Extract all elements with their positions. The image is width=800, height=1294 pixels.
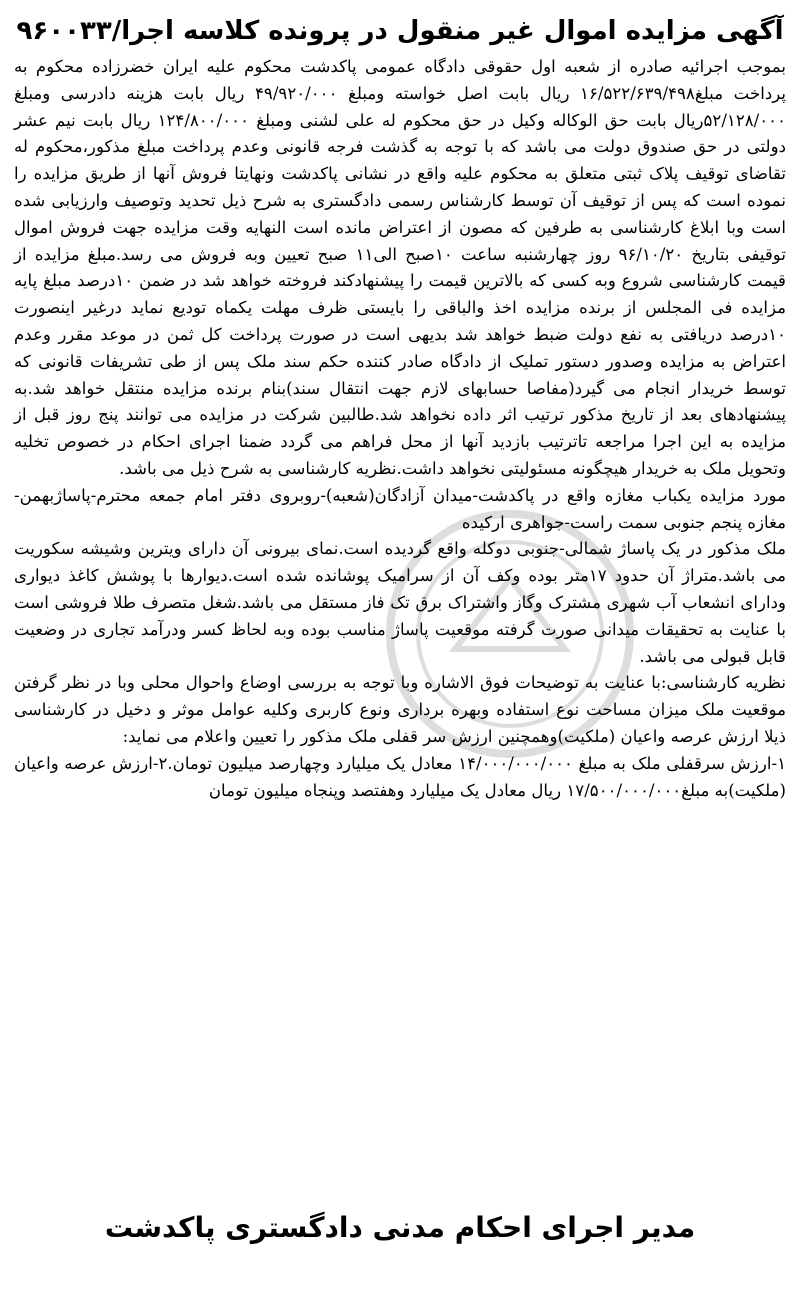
valuation-paragraph: ۱-ارزش سرقفلی ملک به مبلغ ۱۴/۰۰۰/۰۰۰/۰۰۰ معادل یک میلیارد وچهارصد میلیون تومان.۲-ارزش عرصه واعیان (ملکیت)به مبلغ۱۷/۵۰۰/۰۰۰/۰۰۰ ریال معادل یک میلیارد وهفتصد وپنجاه میلیون تومان — [14, 753, 786, 800]
auction-item-paragraph: مورد مزایده یکباب مغازه واقع در پاکدشت-میدان آزادگان(شعبه)-روبروی دفتر امام جمعه محترم-پاساژبهمن-مغازه پنجم جنوبی سمت راست-جواهری ارکیده — [14, 485, 786, 532]
notice-page — [0, 14, 800, 1294]
notice-body — [12, 54, 788, 804]
property-description-paragraph: ملک مذکور در یک پاساژ شمالی-جنوبی دوکله واقع گردیده است.نمای بیرونی آن دارای ویترین وشیشه سکوریت می باشد.متراژ آن حدود ۱۷متر بوده وکف آن از سرامیک پوشانده شده است.دیوارها با پوشش کاغذ دیواری ودارای انشعاب آب شهری مشترک وگاز واشتراک برق تک فاز مستقل می باشد.شغل متصرف طلا فروشی است با عنایت به تحقیقات میدانی صورت گرفته موقعیت پاساژ مناسب بوده وبه لحاظ کسر ودرآمد تجاری در وضعیت قابل قبولی می باشد. — [14, 539, 786, 666]
execution-paragraph: بموجب اجرائیه صادره از شعبه اول حقوقی دادگاه عمومی پاکدشت محکوم علیه ایران خضرزاده محکوم به پرداخت مبلغ۱۶/۵۲۲/۶۳۹/۴۹۸ ریال بابت اصل خواسته ومبلغ ۴۹/۹۲۰/۰۰۰ ریال بابت هزینه دادرسی ومبلغ ۵۲/۱۲۸/۰۰۰ریال بابت حق الوکاله وکیل در حق محکوم له علی لشنی ومبلغ ۱۲۴/۸۰۰/۰۰۰ ریال بابت نیم عشر دولتی در حق صندوق دولت می باشد که با توجه به گذشت فرجه قانونی وعدم پرداخت مبلغ مذکور،محکوم له تقاضای توقیف پلاک ثبتی متعلق به محکوم علیه واقع در نشانی پاکدشت ونهایتا فروش آنها از طریق مزایده را نموده است که پس از توقیف آن توسط کارشناس رسمی دادگستری به شرح ذیل تحدید وتوصیف وارزیابی شده است وبا ابلاغ کارشناسی به طرفین که مصون از اعتراض مانده است النهایه وقت مزایده جهت فروش اموال توقیفی بتاریخ ۹۶/۱۰/۲۰ روز چهارشنبه ساعت ۱۰صبح الی۱۱ صبح تعیین وبه فروش می رسد.مبلغ مزایده از قیمت کارشناسی شروع وبه کسی که بالاترین قیمت را پیشنهادکند فروخته خواهد شد در ضمن ۱۰درصد مبلغ پایه مزایده فی المجلس از برنده مزایده اخذ والباقی را بایستی ظرف مهلت یکماه تودیع نماید درغیر اینصورت ۱۰درصد دریافتی به نفع دولت ضبط خواهد شد بدیهی است در صورت پرداخت کل ثمن در موعد مقرر وعدم اعتراض به مزایده وصدور دستور تملیک از دادگاه صادر کننده حکم سند ملک پس از طی تشریفات قانونی که توسط خریدار انجام می گیرد(مفاصا حسابهای لازم جهت انتقال سند)بنام برنده مزایده منتقل خواهد شد.به پیشنهادهای بعد از تاریخ مذکور ترتیب اثر داده نخواهد شد.طالبین شرکت در مزایده می توانند پنج روز قبل از مزایده به این اجرا مراجعه تاترتیب بازدید آنها از محل فراهم می گردد ضمنا اجرای احکام در خصوص تخلیه وتحویل ملک به خریدار هیچگونه مسئولیتی نخواهد داشت.نظریه کارشناسی به شرح ذیل می باشد. — [14, 57, 786, 478]
expert-opinion-paragraph: نظریه کارشناسی:با عنایت به توضیحات فوق الاشاره وبا توجه به بررسی اوضاع واحوال محلی وبا در نظر گرفتن موقعیت ملک میزان مساحت نوع استفاده وبهره برداری ونوع کاربری وکلیه عوامل موثر و دخیل در کارشناسی ذیلا ارزش عرصه واعیان (ملکیت)وهمچنین ارزش سر قفلی ملک مذکور را تعیین واعلام می نماید: — [14, 673, 786, 746]
signature: مدیر اجرای احکام مدنی دادگستری پاکدشت — [104, 1211, 696, 1244]
notice-title: آگهی مزایده اموال غیر منقول در پرونده کلاسه اجرا/۹۶۰۰۳۳ — [16, 16, 784, 46]
